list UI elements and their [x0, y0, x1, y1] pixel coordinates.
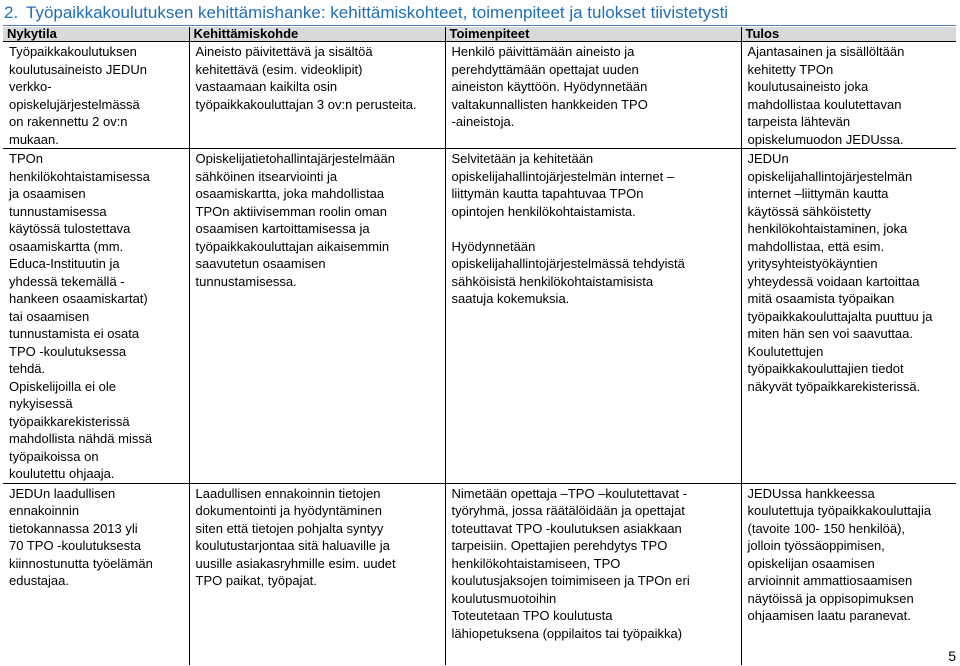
- section-number: 2.: [4, 3, 19, 22]
- table-cell: TPOn henkilökohtaistamisessa ja osaamisen tunnustamisessa käytössä tulostettava osaamiskartta (mm. Educa-Instituutin ja yhdessä tekemällä - hankeen osaamiskartat) tai osaamisen tunnustamista ei osata TPO -koulutuksessa tehdä. Opiskelijoilla ei ole nykyisessä työpaikkarekisterissä mahdollista nähdä missä työpaikoissa on koulutettu ohjaaja.: [3, 149, 189, 484]
- table-header-row: [3, 27, 956, 42]
- header-tulos: Tulos: [741, 27, 956, 42]
- table-cell: Työpaikkakoulutuksen koulutusaineisto JEDUn verkko- opiskelujärjestelmässä on rakennettu 2 ov:n mukaan.: [3, 42, 189, 149]
- page-number: 5: [948, 648, 956, 664]
- table-row: [3, 42, 956, 149]
- table-row: [3, 149, 956, 484]
- table-cell: Henkilö päivittämään aineisto ja perehdyttämään opettajat uuden aineiston käyttöön. Hyödynnetään valtakunnallisten hankkeiden TPO -aineistoja.: [445, 42, 741, 149]
- table-cell: Ajantasainen ja sisällöltään kehitetty TPOn koulutusaineisto joka mahdollistaa koulutettavan tarpeista lähtevän opiskelumuodon JEDUssa.: [741, 42, 956, 149]
- table-cell: Selvitetään ja kehitetään opiskelijahallintojärjestelmän internet – liittymän kautta tapahtuvaa TPOn opintojen henkilökohtaistamista. Hyödynnetään opiskelijahallintojärjestelmässä tehdyistä sähköisistä henkilökohtaistamisista saatuja kokemuksia.: [445, 149, 741, 484]
- table-cell: Aineisto päivitettävä ja sisältöä kehitettävä (esim. videoklipit) vastaamaan kaikilta osin työpaikkakouluttajan 3 ov:n perusteita.: [189, 42, 445, 149]
- header-toimenpiteet: Toimenpiteet: [445, 27, 741, 42]
- table-cell: JEDUn laadullisen ennakoinnin tietokannassa 2013 yli 70 TPO -koulutuksesta kiinnostunutta työelämän edustajaa.: [9, 485, 153, 588]
- table-cell: Opiskelijatietohallintajärjestelmään sähköinen itsearviointi ja osaamiskartta, joka mahdollistaa TPOn aktiivisemman roolin oman osaamisen kartoittamisessa ja työpaikkakouluttajan aikaisemmin saavutetun osaamisen tunnustamisessa.: [189, 149, 445, 484]
- table-cell: Nimetään opettaja –TPO –koulutettavat - työryhmä, jossa räätälöidään ja opettajat toteuttavat TPO -koulutuksen asiakkaan tarpeisiin. Opettajien perehdytys TPO henkilökohtaistamiseen, TPO koulutusjaksojen toimimiseen ja TPOn eri koulutusmuotoihin Toteutetaan TPO koulutusta lähiopetuksena (oppilaitos tai työpaikka): [445, 483, 741, 665]
- table-cell: JEDUssa hankkeessa koulutettuja työpaikkakouluttajia (tavoite 100- 150 henkilöä), jolloin työssäoppimisen, opiskelijan osaamisen arvioinnit ammattiosaamisen näytöissä ja oppisopimuksen ohjaamisen laatu paranevat.: [741, 483, 956, 665]
- section-title: Työpaikkakoulutuksen kehittämishanke: kehittämiskohteet, toimenpiteet ja tulokset tiivistetysti: [26, 3, 729, 22]
- table-cell: JEDUn opiskelijahallintojärjestelmän internet –liittymän kautta käytössä sähköistetty henkilökohtaistaminen, joka mahdollistaa, että esim. yritysyhteistyökäyntien yhteydessä voidaan kartoittaa mitä osaamista työpaikan työpaikkakouluttajalta puuttuu ja miten hän sen voi saavuttaa. Koulutettujen työpaikkakouluttajien tiedot näkyvät työpaikkarekisterissä.: [741, 149, 956, 484]
- table-cell: Laadullisen ennakoinnin tietojen dokumentointi ja hyödyntäminen siten että tietojen pohjalta syntyy koulutustarjontaa sitä haluaville ja uusille asiakasryhmille esim. uudet TPO paikat, työpajat.: [189, 483, 445, 665]
- header-kehittamiskohde: Kehittämiskohde: [189, 27, 445, 42]
- section-heading: [4, 2, 954, 26]
- summary-table: [3, 27, 956, 665]
- header-nykytila: Nykytila: [3, 27, 189, 42]
- table-row: [3, 483, 956, 665]
